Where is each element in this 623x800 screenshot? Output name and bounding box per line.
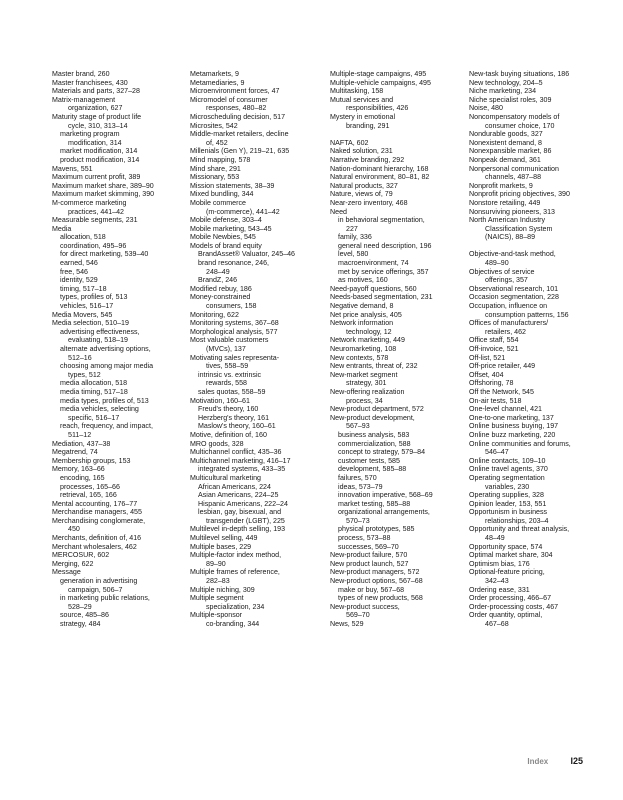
- index-subentry: 48–49: [485, 534, 505, 543]
- index-entry: Monitoring, 622: [190, 310, 239, 319]
- index-subentry: types, profiles of, 513: [60, 293, 128, 302]
- index-entry: News, 529: [330, 620, 364, 628]
- index-subentry: 567–93: [346, 422, 370, 431]
- index-entry: Optional-feature pricing,: [469, 568, 545, 577]
- index-subentry: co-branding, 344: [206, 620, 260, 628]
- index-column-4: [469, 70, 605, 629]
- index-entry: Merchandise managers, 455: [52, 508, 142, 517]
- footer-page-number: I25: [570, 756, 583, 766]
- index-subentry: identity, 529: [60, 276, 98, 285]
- index-entry: Mission statements, 38–39: [190, 181, 275, 190]
- index-subentry: rewards, 558: [206, 379, 248, 388]
- index-subentry: make or buy, 567–68: [338, 585, 405, 594]
- index-entry: Microscheduling decision, 517: [190, 112, 286, 121]
- index-subentry: branding, 291: [346, 121, 390, 130]
- index-entry: Multiple segment: [190, 594, 244, 603]
- index-entry: Multiple niching, 309: [190, 585, 255, 594]
- index-entry: Membership groups, 153: [52, 456, 131, 465]
- index-entry: Naked solution, 231: [330, 147, 393, 156]
- index-subentry: reach, frequency, and impact,: [60, 422, 153, 431]
- index-subentry: timing, 517–18: [60, 284, 107, 293]
- index-entry: Models of brand equity: [190, 241, 262, 250]
- index-entry: New-product managers, 572: [330, 568, 420, 577]
- index-entry: Network information: [330, 319, 394, 328]
- index-subentry: allocation, 518: [60, 233, 106, 242]
- index-subentry: retailers, 462: [485, 327, 527, 336]
- index-entry: Mutual services and: [330, 95, 394, 104]
- index-entry: Middle-market retailers, decline: [190, 130, 289, 139]
- index-subentry: sales quotas, 558–59: [198, 387, 266, 396]
- index-subentry: 248–49: [206, 267, 230, 276]
- index-entry: Nation-dominant hierarchy, 168: [330, 164, 429, 173]
- index-entry: Motive, definition of, 160: [190, 430, 267, 439]
- index-entry: Missionary, 553: [190, 173, 240, 182]
- index-subentry: modification, 314: [68, 138, 122, 147]
- index-entry: Micromodel of consumer: [190, 95, 268, 104]
- index-subentry: cycle, 310, 313–14: [68, 121, 128, 130]
- index-entry: Millenials (Gen Y), 219–21, 635: [190, 147, 290, 156]
- index-subentry: successes, 569–70: [338, 542, 399, 551]
- index-subentry: specific, 516–17: [68, 413, 120, 422]
- index-entry: Neuromarketing, 108: [330, 345, 397, 353]
- index-entry: Morphological analysis, 577: [190, 327, 278, 336]
- index-entry: Off-price retailer, 449: [469, 362, 536, 371]
- index-entry: Near-zero inventory, 468: [330, 198, 408, 207]
- index-subentry: 570–73: [346, 516, 370, 525]
- index-entry: Natural environment, 80–81, 82: [330, 173, 430, 182]
- index-entry: Need-payoff questions, 560: [330, 284, 417, 293]
- index-entry: Niche marketing, 234: [469, 87, 537, 96]
- index-subentry: strategy, 484: [60, 620, 101, 628]
- index-subentry: failures, 570: [338, 473, 377, 482]
- index-entry: Multilevel selling, 449: [190, 534, 258, 543]
- index-entry: New product launch, 527: [330, 559, 409, 568]
- index-entry: Multiple bases, 229: [190, 542, 252, 551]
- index-entry: Multiple-factor index method,: [190, 551, 282, 560]
- index-subentry: Freud's theory, 160: [198, 405, 259, 414]
- index-subentry: brand resonance, 246,: [198, 259, 269, 268]
- index-entry: Network marketing, 449: [330, 336, 405, 345]
- index-entry: Order-processing costs, 467: [469, 602, 559, 611]
- index-entry: Merging, 622: [52, 559, 94, 568]
- index-section-gap: [469, 242, 605, 251]
- index-entry: Megatrend, 74: [52, 448, 98, 457]
- index-entry: Metamediaries, 9: [190, 78, 245, 87]
- index-entry: Occasion segmentation, 228: [469, 293, 559, 302]
- index-subentry: source, 485–86: [60, 611, 109, 620]
- index-entry: Nonprofit pricing objectives, 390: [469, 190, 570, 199]
- index-entry: Mobile marketing, 543–45: [190, 224, 272, 233]
- index-entry: Online travel agents, 370: [469, 465, 548, 474]
- index-subentry: process, 34: [346, 396, 383, 405]
- index-entry: Off the Network, 545: [469, 387, 534, 396]
- index-entry: Objective-and-task method,: [469, 250, 556, 259]
- index-entry: Monitoring systems, 367–68: [190, 319, 279, 328]
- index-entry: Objectives of service: [469, 267, 535, 276]
- index-entry: Mystery in emotional: [330, 112, 396, 121]
- index-subentry: development, 585–88: [338, 465, 407, 474]
- index-entry: Order quantity, optimal,: [469, 611, 543, 620]
- index-entry: Mixed bundling, 344: [190, 190, 254, 199]
- index-subentry: market modification, 314: [60, 147, 138, 156]
- index-entry: NAFTA, 602: [330, 138, 369, 147]
- index-entry: Noncompensatory models of: [469, 112, 560, 121]
- index-subentry: 282–83: [206, 577, 230, 586]
- index-subentry: advertising effectiveness,: [60, 327, 140, 336]
- index-subentry: consumers, 158: [206, 302, 257, 311]
- index-entry: Opportunism in business: [469, 508, 548, 517]
- index-subentry: for direct marketing, 539–40: [60, 250, 149, 259]
- index-subentry: 489–90: [485, 259, 509, 268]
- index-entry: Online communities and forums,: [469, 439, 571, 448]
- index-entry: Matrix-management: [52, 95, 116, 104]
- index-entry: New-product department, 572: [330, 405, 424, 414]
- index-subentry: variables, 230: [485, 482, 530, 491]
- index-subentry: organizational arrangements,: [338, 508, 430, 517]
- page-footer: [527, 756, 583, 766]
- index-entry: Mind share, 291: [190, 164, 241, 173]
- index-subentry: (MVCs), 137: [206, 345, 246, 353]
- index-subentry: tives, 558–59: [206, 362, 249, 371]
- index-entry: Mind mapping, 578: [190, 155, 251, 164]
- index-subentry: intrinsic vs. extrinsic: [198, 370, 262, 379]
- index-subentry: (m-commerce), 441–42: [206, 207, 280, 216]
- index-subentry: processes, 165–66: [60, 482, 120, 491]
- index-entry: Nonstore retailing, 449: [469, 198, 541, 207]
- index-column-2: [190, 70, 326, 629]
- index-entry: Motivating sales representa-: [190, 353, 280, 362]
- index-columns: [52, 70, 623, 770]
- index-entry: Off-list, 521: [469, 353, 506, 362]
- index-column-3: [330, 70, 466, 629]
- index-entry: Microsites, 542: [190, 121, 238, 130]
- index-entry: Mediation, 437–38: [52, 439, 111, 448]
- index-entry: Measurable segments, 231: [52, 216, 138, 225]
- index-entry: MERCOSUR, 602: [52, 551, 110, 560]
- index-entry: Online business buying, 197: [469, 422, 559, 431]
- index-entry: New entrants, threat of, 232: [330, 362, 418, 371]
- index-subentry: ideas, 573–79: [338, 482, 383, 491]
- index-subentry: market testing, 585–88: [338, 499, 411, 508]
- index-subentry: commercialization, 588: [338, 439, 411, 448]
- index-subentry: 89–90: [206, 559, 226, 568]
- index-entry: Office staff, 554: [469, 336, 519, 345]
- index-subentry: of, 452: [206, 138, 228, 147]
- index-entry: Optimal market share, 304: [469, 551, 553, 560]
- index-subentry: media allocation, 518: [60, 379, 128, 388]
- index-entry: Nonprofit markets, 9: [469, 181, 533, 190]
- index-entry: Metamarkets, 9: [190, 70, 239, 78]
- index-entry: Modified rebuy, 186: [190, 284, 252, 293]
- index-entry: Offices of manufacturers/: [469, 319, 549, 328]
- index-subentry: channels, 487–88: [485, 173, 542, 182]
- index-entry: Nonexistent demand, 8: [469, 138, 542, 147]
- index-section-gap: [330, 130, 466, 139]
- index-entry: Memory, 163–66: [52, 465, 105, 474]
- index-subentry: campaign, 506–7: [68, 585, 123, 594]
- index-subentry: 450: [68, 525, 80, 534]
- index-entry: Most valuable customers: [190, 336, 269, 345]
- index-subentry: free, 546: [60, 267, 89, 276]
- index-subentry: general need description, 196: [338, 241, 432, 250]
- index-subentry: consumption patterns, 156: [485, 310, 569, 319]
- index-entry: Opportunity space, 574: [469, 542, 543, 551]
- index-subentry: physical prototypes, 585: [338, 525, 415, 534]
- index-entry: New-product success,: [330, 602, 400, 611]
- index-entry: Ordering ease, 331: [469, 585, 530, 594]
- index-subentry: product modification, 314: [60, 155, 140, 164]
- index-entry: Maximum market skimming, 390: [52, 190, 155, 199]
- index-subentry: offerings, 357: [485, 276, 528, 285]
- index-entry: Multiple-stage campaigns, 495: [330, 70, 427, 78]
- index-subentry: evaluating, 518–19: [68, 336, 128, 345]
- index-entry: New contexts, 578: [330, 353, 389, 362]
- index-entry: New-product options, 567–68: [330, 577, 423, 586]
- index-subentry: African Americans, 224: [198, 482, 271, 491]
- index-entry: Off-invoice, 521: [469, 345, 519, 353]
- index-entry: Multilevel in-depth selling, 193: [190, 525, 286, 534]
- index-subentry: types of new products, 568: [338, 594, 423, 603]
- index-subentry: customer tests, 585: [338, 456, 400, 465]
- index-subentry: Herzberg's theory, 161: [198, 413, 270, 422]
- index-subentry: in behavioral segmentation,: [338, 216, 425, 225]
- index-entry: Operating supplies, 328: [469, 491, 544, 500]
- index-subentry: Classification System: [485, 224, 553, 233]
- index-subentry: Maslow's theory, 160–61: [198, 422, 276, 431]
- index-subentry: 511–12: [68, 430, 92, 439]
- index-subentry: 546–47: [485, 448, 509, 457]
- index-entry: Natural products, 327: [330, 181, 398, 190]
- index-entry: Opportunity and threat analysis,: [469, 525, 570, 534]
- index-subentry: consumer choice, 170: [485, 121, 555, 130]
- index-subentry: media vehicles, selecting: [60, 405, 139, 414]
- index-subentry: strategy, 301: [346, 379, 387, 388]
- index-entry: On-air tests, 518: [469, 396, 522, 405]
- index-subentry: Hispanic Americans, 222–24: [198, 499, 288, 508]
- index-entry: One-to-one marketing, 137: [469, 413, 554, 422]
- index-subentry: concept to strategy, 579–84: [338, 448, 426, 457]
- index-entry: Offshoring, 78: [469, 379, 514, 388]
- index-entry: Media Movers, 545: [52, 310, 113, 319]
- index-subentry: technology, 12: [346, 327, 392, 336]
- index-entry: Nature, views of, 79: [330, 190, 393, 199]
- index-entry: New-market segment: [330, 370, 398, 379]
- index-entry: Merchant wholesalers, 462: [52, 542, 137, 551]
- index-entry: New technology, 204–5: [469, 78, 543, 87]
- index-entry: Need: [330, 207, 347, 216]
- index-entry: Nonpersonal communication: [469, 164, 559, 173]
- index-entry: Multiple frames of reference,: [190, 568, 280, 577]
- index-subentry: choosing among major media: [60, 362, 154, 371]
- index-entry: Nonpeak demand, 361: [469, 155, 541, 164]
- index-entry: Merchants, definition of, 416: [52, 534, 142, 543]
- index-subentry: media types, profiles of, 513: [60, 396, 149, 405]
- index-subentry: BrandAsset® Valuator, 245–46: [198, 250, 295, 259]
- index-entry: Optimism bias, 176: [469, 559, 530, 568]
- index-entry: New-offering realization: [330, 387, 405, 396]
- index-entry: Net price analysis, 405: [330, 310, 402, 319]
- index-entry: Maturity stage of product life: [52, 112, 142, 121]
- index-subentry: specialization, 234: [206, 602, 265, 611]
- index-entry: Online buzz marketing, 220: [469, 430, 556, 439]
- index-entry: Observational research, 101: [469, 284, 559, 293]
- index-entry: Multichannel marketing, 416–17: [190, 456, 291, 465]
- index-subentry: lesbian, gay, bisexual, and: [198, 508, 282, 517]
- index-entry: Mental accounting, 176–77: [52, 499, 138, 508]
- index-subentry: earned, 546: [60, 259, 98, 268]
- index-entry: New-product failure, 570: [330, 551, 408, 560]
- index-entry: Multitasking, 158: [330, 87, 384, 96]
- index-entry: Multiple-vehicle campaigns, 495: [330, 78, 431, 87]
- index-subentry: generation in advertising: [60, 577, 138, 586]
- index-subentry: coordination, 495–96: [60, 241, 127, 250]
- index-entry: Nonsurviving pioneers, 313: [469, 207, 555, 216]
- index-entry: New-task buying situations, 186: [469, 70, 570, 78]
- index-entry: Needs-based segmentation, 231: [330, 293, 433, 302]
- footer-section-label: Index: [527, 757, 549, 766]
- index-entry: Maximum current profit, 389: [52, 173, 141, 182]
- index-entry: Narrative branding, 292: [330, 155, 405, 164]
- index-entry: Offset, 404: [469, 370, 504, 379]
- index-subentry: level, 580: [338, 250, 369, 259]
- index-entry: Multicultural marketing: [190, 473, 261, 482]
- index-entry: Mavens, 551: [52, 164, 93, 173]
- index-entry: Opinion leader, 153, 551: [469, 499, 547, 508]
- index-entry: Online contacts, 109–10: [469, 456, 546, 465]
- index-entry: Media selection, 510–19: [52, 319, 129, 328]
- index-entry: Nondurable goods, 327: [469, 130, 543, 139]
- index-subentry: integrated systems, 433–35: [198, 465, 286, 474]
- index-subentry: as motives, 160: [338, 276, 388, 285]
- index-entry: Master brand, 260: [52, 70, 110, 78]
- index-entry: Message: [52, 568, 81, 577]
- index-subentry: BrandZ, 246: [198, 276, 238, 285]
- index-subentry: vehicles, 516–17: [60, 302, 114, 311]
- index-subentry: met by service offerings, 357: [338, 267, 429, 276]
- index-subentry: alternate advertising options,: [60, 345, 151, 353]
- index-subentry: business analysis, 583: [338, 430, 410, 439]
- index-entry: Occupation, influence on: [469, 302, 548, 311]
- index-subentry: encoding, 165: [60, 473, 105, 482]
- index-entry: Money-constrained: [190, 293, 251, 302]
- index-entry: Mobile commerce: [190, 198, 246, 207]
- index-entry: Mobile Newbies, 545: [190, 233, 256, 242]
- index-subentry: types, 512: [68, 370, 101, 379]
- index-entry: Mobile defense, 303–4: [190, 216, 262, 225]
- index-entry: Motivation, 160–61: [190, 396, 250, 405]
- index-subentry: family, 336: [338, 233, 372, 242]
- index-entry: Negative demand, 8: [330, 302, 394, 311]
- index-entry: Merchandising conglomerate,: [52, 516, 146, 525]
- index-entry: MRO goods, 328: [190, 439, 244, 448]
- index-subentry: transgender (LGBT), 225: [206, 516, 285, 525]
- index-subentry: relationships, 203–4: [485, 516, 549, 525]
- index-subentry: responses, 480–82: [206, 104, 267, 113]
- index-entry: Maximum market share, 389–90: [52, 181, 154, 190]
- index-subentry: (NAICS), 88–89: [485, 233, 536, 242]
- index-subentry: 227: [346, 224, 358, 233]
- index-entry: Multiple-sponsor: [190, 611, 243, 620]
- index-subentry: retrieval, 165, 166: [60, 491, 117, 500]
- index-subentry: Asian Americans, 224–25: [198, 491, 279, 500]
- index-entry: Multichannel conflict, 435–36: [190, 448, 282, 457]
- index-subentry: 467–68: [485, 620, 509, 628]
- index-entry: Materials and parts, 327–28: [52, 87, 140, 96]
- index-entry: Niche specialist roles, 309: [469, 95, 552, 104]
- index-subentry: practices, 441–42: [68, 207, 124, 216]
- index-subentry: 342–43: [485, 577, 509, 586]
- index-entry: One-level channel, 421: [469, 405, 542, 414]
- index-entry: North American Industry: [469, 216, 546, 225]
- index-entry: New-product development,: [330, 413, 415, 422]
- index-column-1: [52, 70, 188, 629]
- index-entry: Nonexpansible market, 86: [469, 147, 552, 156]
- index-subentry: in marketing public relations,: [60, 594, 150, 603]
- index-subentry: responsibilities, 426: [346, 104, 409, 113]
- index-entry: Operating segmentation: [469, 473, 545, 482]
- index-subentry: organization, 627: [68, 104, 123, 113]
- index-subentry: 569–70: [346, 611, 370, 620]
- index-subentry: macroenvironment, 74: [338, 259, 409, 268]
- index-entry: Master franchisees, 430: [52, 78, 128, 87]
- index-entry: Media: [52, 224, 72, 233]
- index-subentry: media timing, 517–18: [60, 387, 128, 396]
- index-entry: Order processing, 466–67: [469, 594, 552, 603]
- index-entry: Noise, 480: [469, 104, 503, 113]
- index-subentry: 528–29: [68, 602, 92, 611]
- index-subentry: innovation imperative, 568–69: [338, 491, 433, 500]
- index-entry: Microenvironment forces, 47: [190, 87, 280, 96]
- index-entry: M-commerce marketing: [52, 198, 127, 207]
- index-subentry: 512–16: [68, 353, 92, 362]
- index-subentry: process, 573–88: [338, 534, 391, 543]
- index-subentry: marketing program: [60, 130, 120, 139]
